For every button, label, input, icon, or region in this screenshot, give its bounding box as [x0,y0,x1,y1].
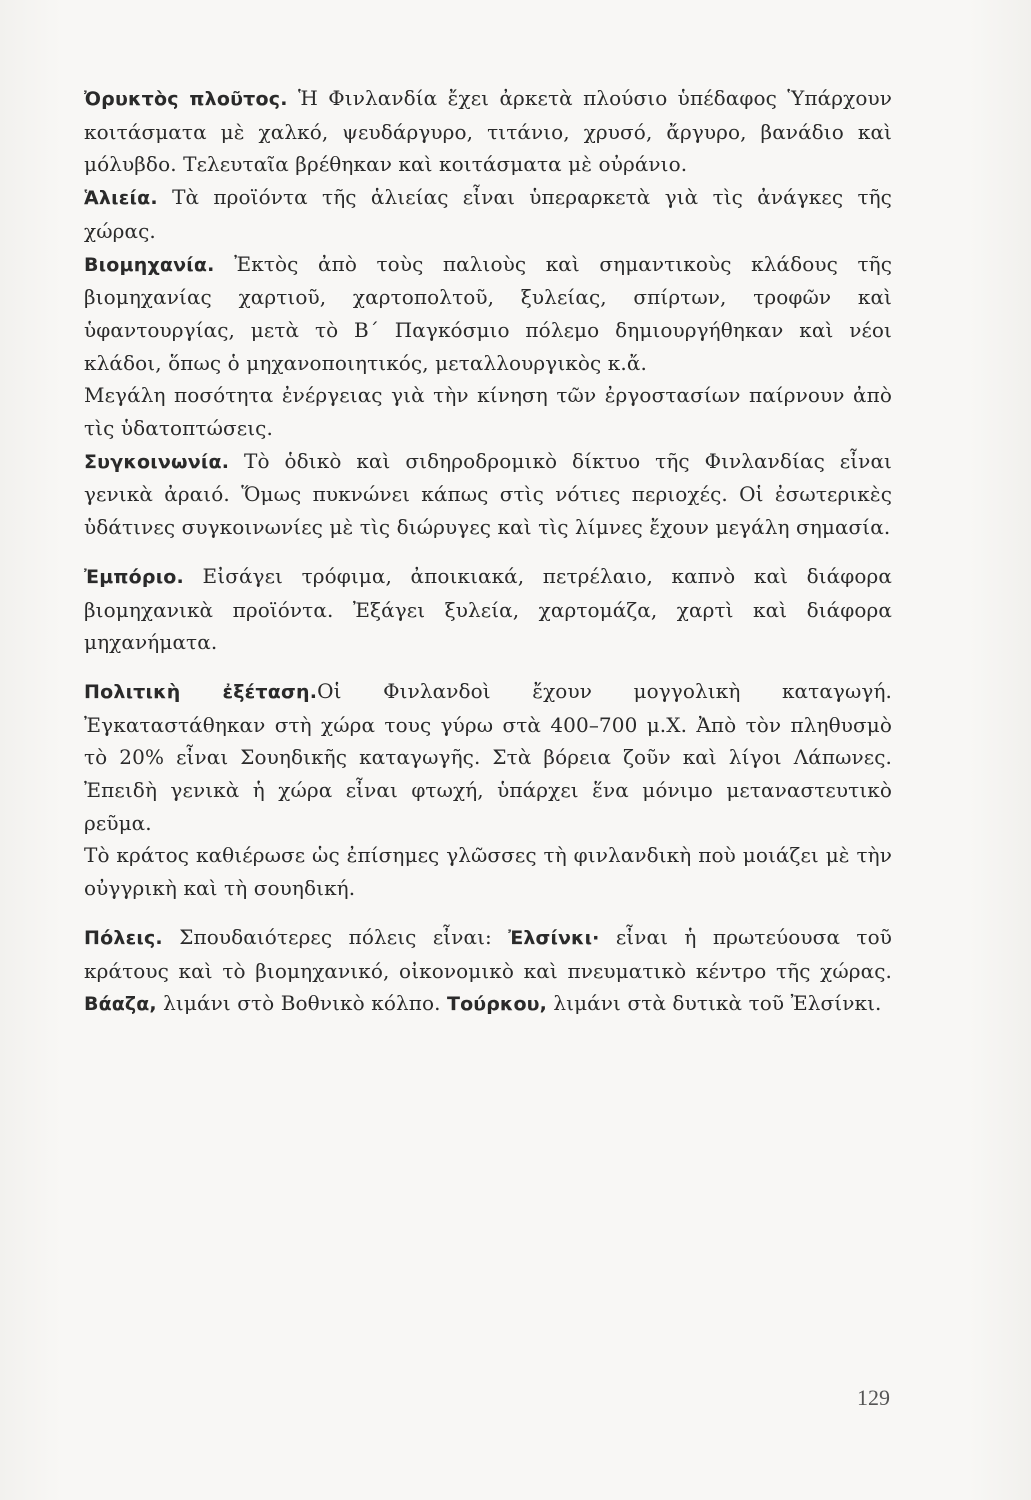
heading-cities: Πόλεις. [84,926,163,949]
paragraph-trade [84,560,892,659]
city-vaasa: Βάαζα, [84,993,157,1016]
paragraph-industry-energy: Μεγάλη ποσότητα ἐνέργειας γιὰ τὴν κίνηση τῶν ἐργοστασίων παίρνουν ἀπὸ τὶς ὑδατοπτώσεις. [84,383,892,441]
city-helsinki: Ἐλσίνκι· [508,926,600,949]
paragraph-industry [84,248,892,380]
page-number: 129 [857,1385,890,1410]
heading-minerals: Ὀρυκτὸς πλοῦτος. [84,88,288,110]
text-city-turku: λιμάνι στὰ δυτικὰ τοῦ Ἐλσίνκι. [546,991,882,1016]
text-trade: Εἰσάγει τρόφιμα, ἀποικιακά, πετρέλαιο, καπνὸ καὶ διάφορα βιομηχανικὰ προϊόντα. Ἐξάγει ξυλεία, χαρτομάζα, χαρτὶ καὶ διάφορα μηχανήματα. [84,563,892,655]
text-transport: Τὸ ὁδικὸ καὶ σιδηροδρομικὸ δίκτυο τῆς Φινλανδίας εἶναι γενικὰ ἀραιό. Ὅμως πυκνώνει κάπως στὶς νότιες περιοχές. Οἱ ἐσωτερικὲς ὑδάτινες συγκοινωνίες μὲ τὶς διώρυγες καὶ τὶς λίμνες ἔχουν μεγάλη σημασία. [84,448,892,540]
text-politics: Οἱ Φινλανδοὶ ἔχουν μογγολικὴ καταγωγή. Ἐγκαταστάθηκαν στὴ χώρα τους γύρω στὰ 400–700 μ.Χ. Ἀπὸ τὸν πληθυσμὸ τὸ 20% εἶναι Σουηδικῆς καταγωγῆς. Στὰ βόρεια ζοῦν καὶ λίγοι Λάπωνες. Ἐπειδὴ γενικὰ ἡ χώρα εἶναι φτωχή, ὑπάρχει ἕνα μόνιμο μεταναστευτικὸ ρεῦμα. [84,678,892,835]
text-city-helsinki: εἶναι ἡ πρωτεύουσα τοῦ κράτους καὶ τὸ βιομηχανικό, οἰκονομικὸ καὶ πνευματικὸ κέντρο τῆς χώρας. [84,924,893,983]
page-content [84,82,892,1021]
paragraph-politics [84,675,892,840]
heading-transport: Συγκοινωνία. [84,450,230,473]
text-minerals: Ἡ Φινλανδία ἔχει ἀρκετὰ πλούσιο ὑπέδαφος Ὑπάρχουν κοιτάσματα μὲ χαλκό, ψευδάργυρο, τιτάνιο, χρυσό, ἄργυρο, βανάδιο καὶ μόλυβδο. Τελευταῖα βρέθηκαν καὶ κοιτάσματα μὲ οὐράνιο. [84,86,892,177]
city-turku: Τούρκου, [447,993,547,1016]
paragraph-transport [84,445,892,544]
text-industry: Ἐκτὸς ἀπὸ τοὺς παλιοὺς καὶ σημαντικοὺς κλάδους τῆς βιομηχανίας χαρτιοῦ, χαρτοπολτοῦ, ξυλείας, σπίρτων, τροφῶν καὶ ὑφαντουργίας, μετὰ τὸ Β΄ Παγκόσμιο πόλεμο δημιουργήθηκαν καὶ νέοι κλάδοι, ὅπως ὁ μηχανοποιητικός, μεταλλουργικὸς κ.ἄ. [84,251,892,375]
paragraph-minerals [84,82,892,181]
paragraph-politics-languages: Τὸ κράτος καθιέρωσε ὡς ἐπίσημες γλῶσσες τὴ φινλανδικὴ ποὺ μοιάζει μὲ τὴν οὐγγρικὴ καὶ τὴ σουηδική. [84,843,892,901]
text-fishing: Τὰ προϊόντα τῆς ἁλιείας εἶναι ὑπεραρκετὰ γιὰ τὶς ἀνάγκες τῆς χώρας. [84,185,892,243]
heading-politics: Πολιτικὴ ἐξέταση. [84,680,318,703]
text-city-vaasa: λιμάνι στὸ Βοθνικὸ κόλπο. [156,991,448,1016]
text-cities-intro: Σπουδαιότερες πόλεις εἶναι: [162,924,509,949]
heading-trade: Ἐμπόριο. [84,565,184,588]
paragraph-cities [84,921,892,1021]
heading-fishing: Ἁλιεία. [84,187,158,210]
heading-industry: Βιομηχανία. [84,253,215,276]
paragraph-fishing [84,181,892,247]
